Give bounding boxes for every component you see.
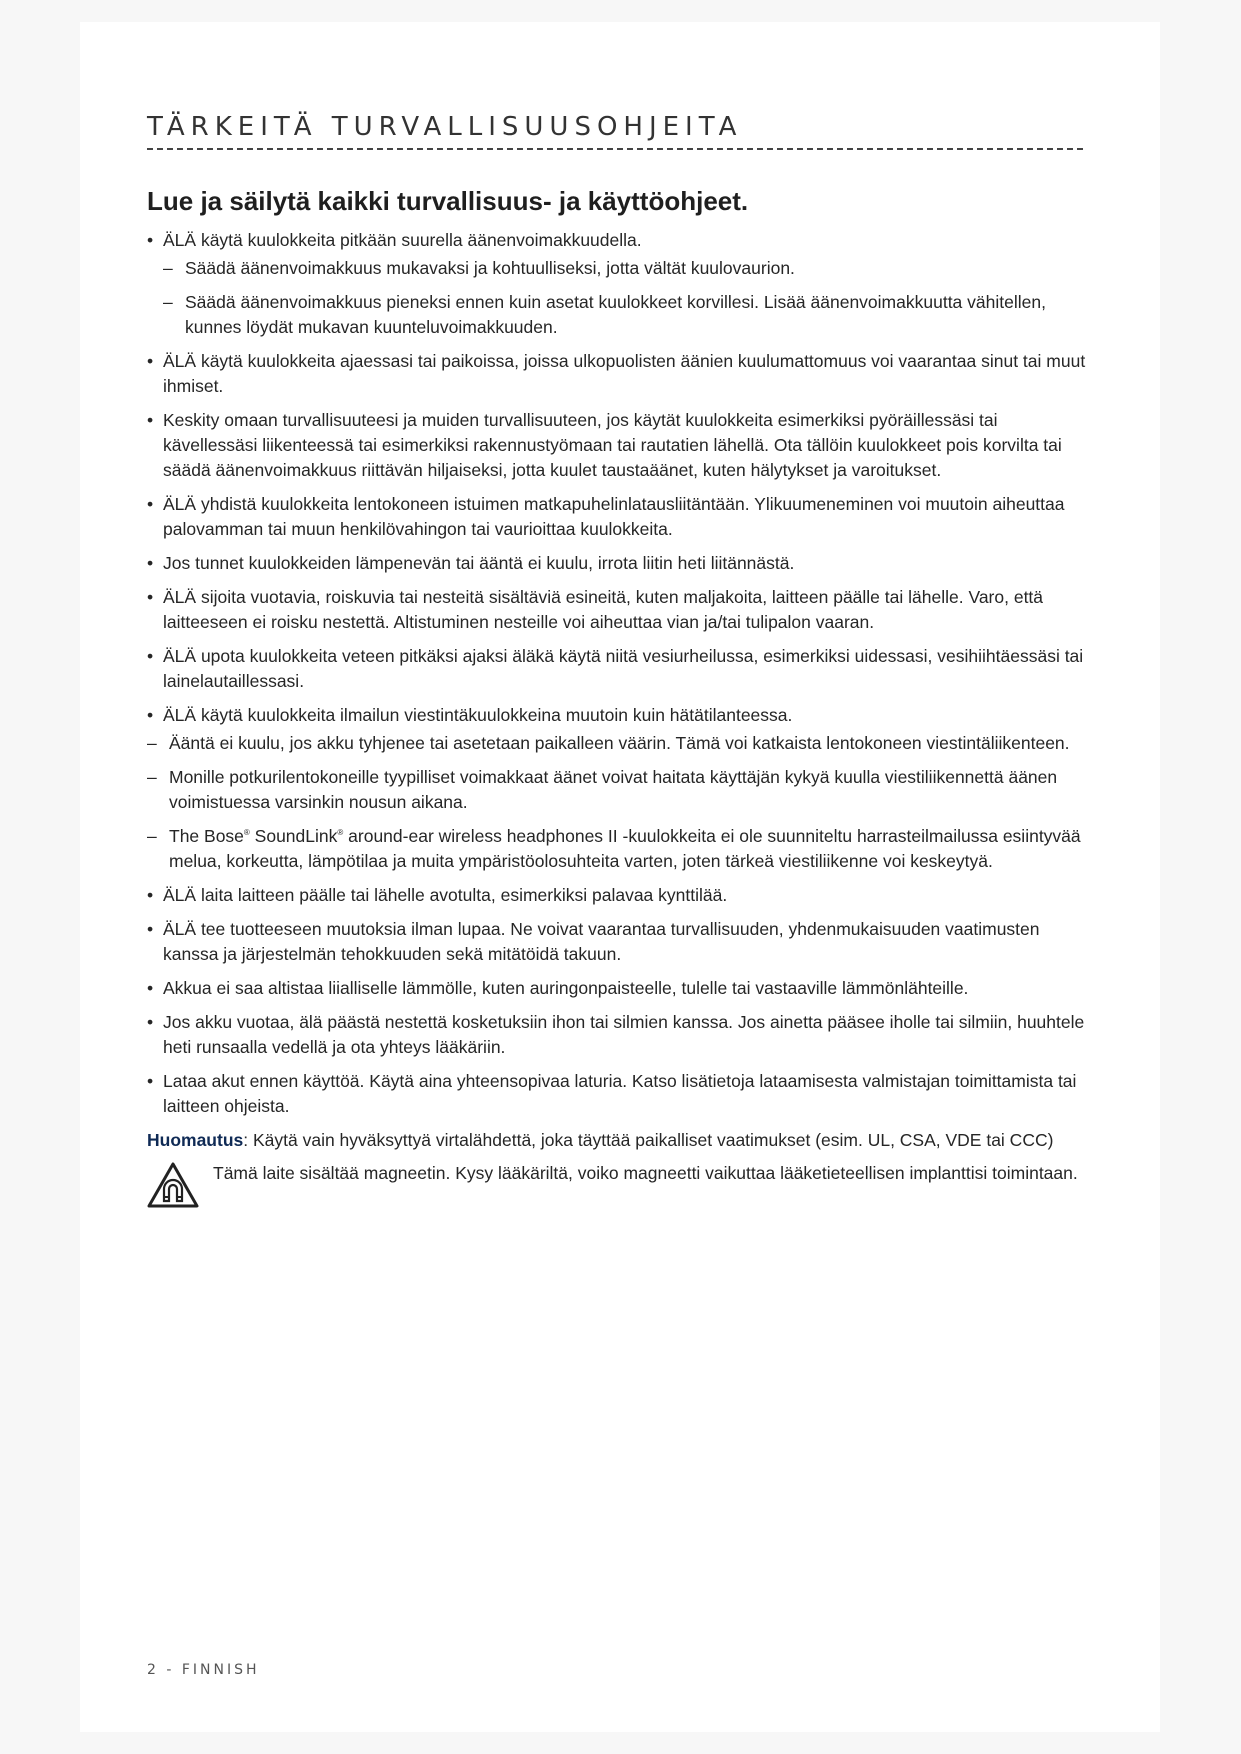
list-item: • ÄLÄ käytä kuulokkeita pitkään suurella äänenvoimakkuudella.: [147, 228, 1087, 253]
list-item: • ÄLÄ yhdistä kuulokkeita lentokoneen istuimen matkapuhelinlatausliitäntään. Ylikuumeneminen voi muutoin aiheuttaa palovamman tai muun henkilövahingon tai vaurioittaa kuulokkeita.: [147, 492, 1087, 542]
instructions-list: [147, 228, 1087, 1209]
title-divider: [147, 148, 1083, 150]
list-item: • ÄLÄ upota kuulokkeita veteen pitkäksi ajaksi äläkä käytä niitä vesiurheilussa, esimerkiksi uidessasi, vesihiihtäessäsi tai lainelautaillessasi.: [147, 644, 1087, 694]
sub-list-item: – Ääntä ei kuulu, jos akku tyhjenee tai asetetaan paikalleen väärin. Tämä voi katkaista lentokoneen viestintäliikenteen.: [147, 731, 1087, 756]
sub-list-item: – Säädä äänenvoimakkuus pieneksi ennen kuin asetat kuulokkeet korvillesi. Lisää äänenvoimakkuutta vähitellen, kunnes löydät mukavan kuunteluvoimakkuuden.: [163, 290, 1087, 340]
bose-text-post: around-ear wireless headphones II -kuulokkeita ei ole suunniteltu harrasteilmailussa esiintyvää melua, korkeutta, lämpötilaa ja muita ympäristöolosuhteita varten, joten tärkeä viestiliikenne voi keskeytyä.: [169, 826, 1081, 871]
magnet-warning: [147, 1161, 1087, 1209]
list-item: • Keskity omaan turvallisuuteesi ja muiden turvallisuuteen, jos käytät kuulokkeita esimerkiksi pyöräillessäsi tai kävellessäsi liikenteessä tai esimerkiksi rakennustyömaan tai rautatien lähellä. Ota tällöin kuulokkeet pois korvilta tai säädä äänenvoimakkuus riittävän hiljaiseksi, jotta kuulet taustaäänet, kuten hälytykset ja varoitukset.: [147, 408, 1087, 483]
list-item: • Jos akku vuotaa, älä päästä nestettä kosketuksiin ihon tai silmien kanssa. Jos ainetta pääsee iholle tai silmiin, huuhtele heti runsaalla vedellä ja ota yhteys lääkäriin.: [147, 1010, 1087, 1060]
list-item: • ÄLÄ käytä kuulokkeita ajaessasi tai paikoissa, joissa ulkopuolisten äänien kuulumattomuus voi vaarantaa sinut tai muut ihmiset.: [147, 349, 1087, 399]
sub-list-item: – Monille potkurilentokoneille tyypilliset voimakkaat äänet voivat haitata käyttäjän kykyä kuulla viestiliikennettä äänen voimistuessa varsinkin nousun aikana.: [147, 765, 1087, 815]
bose-text-pre: The Bose: [169, 826, 244, 846]
note-text: : Käytä vain hyväksyttyä virtalähdettä, joka täyttää paikalliset vaatimukset (esim. UL, CSA, VDE tai CCC): [243, 1130, 1054, 1150]
magnet-warning-text: Tämä laite sisältää magneetin. Kysy lääkäriltä, voiko magneetti vaikuttaa lääketieteellisen implanttisi toimintaan.: [213, 1163, 1078, 1183]
note-label: Huomautus: [147, 1130, 244, 1150]
note: [147, 1128, 1087, 1153]
bose-brand: SoundLink: [249, 826, 338, 846]
list-item: • Akkua ei saa altistaa liialliselle lämmölle, kuten auringonpaisteelle, tulelle tai vastaaville lämmönlähteille.: [147, 976, 1087, 1001]
magnet-warning-icon: [147, 1161, 199, 1209]
list-item: • Jos tunnet kuulokkeiden lämpenevän tai ääntä ei kuulu, irrota liitin heti liitännästä.: [147, 551, 1087, 576]
registered-mark: ®: [243, 828, 250, 838]
list-item: • ÄLÄ tee tuotteeseen muutoksia ilman lupaa. Ne voivat vaarantaa turvallisuuden, yhdenmukaisuuden vaatimusten kanssa ja järjestelmän tehokkuuden sekä mitätöidä takuun.: [147, 917, 1087, 967]
section-title: TÄRKEITÄ TURVALLISUUSOHJEITA: [147, 112, 743, 142]
list-item: • Lataa akut ennen käyttöä. Käytä aina yhteensopivaa laturia. Katso lisätietoja lataamisesta valmistajan toimittamista tai laitteen ohjeista.: [147, 1069, 1087, 1119]
page-footer: 2 - FINNISH: [147, 1662, 260, 1678]
safety-heading: Lue ja säilytä kaikki turvallisuus- ja käyttöohjeet.: [147, 186, 749, 216]
sub-list-item: – Säädä äänenvoimakkuus mukavaksi ja kohtuulliseksi, jotta vältät kuulovaurion.: [163, 256, 1087, 281]
sub-list-item-bose: [147, 824, 1087, 874]
list-item: • ÄLÄ käytä kuulokkeita ilmailun viestintäkuulokkeina muutoin kuin hätätilanteessa.: [147, 703, 1087, 728]
list-item: • ÄLÄ laita laitteen päälle tai lähelle avotulta, esimerkiksi palavaa kynttilää.: [147, 883, 1087, 908]
registered-mark: ®: [337, 828, 344, 838]
list-item: • ÄLÄ sijoita vuotavia, roiskuvia tai nesteitä sisältäviä esineitä, kuten maljakoita, laitteen päälle tai lähelle. Varo, että laitteeseen ei roisku nestettä. Altistuminen nesteille voi aiheuttaa vian ja/tai tulipalon vaaran.: [147, 585, 1087, 635]
